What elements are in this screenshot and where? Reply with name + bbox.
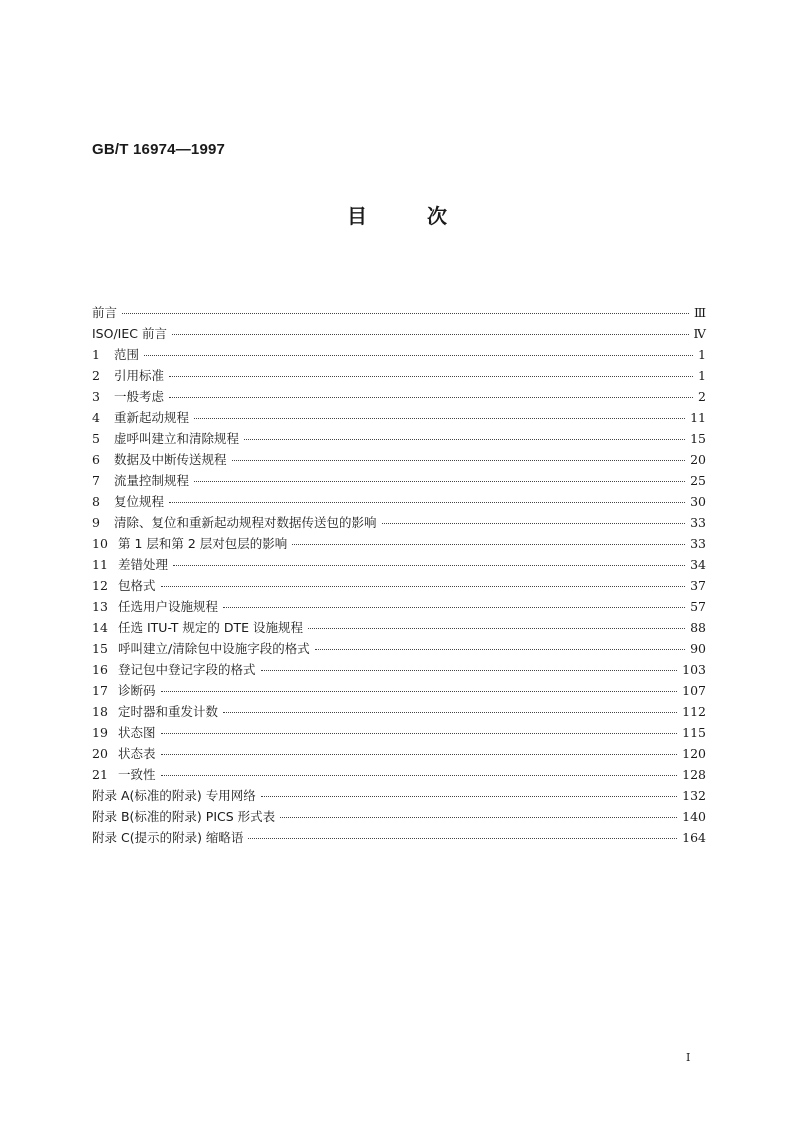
toc-entry-page: 90	[690, 641, 706, 656]
toc-entry-label: 呼叫建立/清除包中设施字段的格式	[118, 641, 310, 656]
toc-entry-page: 140	[682, 809, 706, 824]
dot-leader	[292, 544, 685, 545]
toc-entry[interactable]	[92, 617, 706, 638]
toc-entry-page: 20	[690, 452, 706, 467]
toc-entry-page: 1	[698, 368, 706, 383]
toc-entry[interactable]	[92, 701, 706, 722]
dot-leader	[223, 607, 685, 608]
toc-entry-page: 34	[690, 557, 706, 572]
toc-entry-page: 11	[690, 410, 706, 425]
toc-entry-label: 差错处理	[118, 557, 169, 572]
toc-entry-label: 数据及中断传送规程	[114, 452, 227, 467]
toc-entry-label: 附录 B(标准的附录) PICS 形式表	[92, 809, 276, 824]
toc-entry[interactable]	[92, 449, 706, 470]
toc-entry-number: 16	[92, 662, 108, 677]
toc-entry-number: 18	[92, 704, 108, 719]
toc-entry-page: 37	[690, 578, 706, 593]
dot-leader	[315, 649, 685, 650]
toc-entry-number: 14	[92, 620, 108, 635]
dot-leader	[161, 733, 678, 734]
toc-entry-number: 7	[92, 473, 100, 488]
dot-leader	[169, 397, 693, 398]
dot-leader	[232, 460, 686, 461]
dot-leader	[382, 523, 686, 524]
toc-entry-label: 虚呼叫建立和清除规程	[114, 431, 240, 446]
toc-entry[interactable]	[92, 806, 706, 827]
toc-entry-label: 流量控制规程	[114, 473, 190, 488]
standard-code: GB/T 16974—1997	[92, 141, 226, 158]
toc-entry-label: 定时器和重发计数	[118, 704, 219, 719]
toc-entry-number: 11	[92, 557, 108, 572]
dot-leader	[261, 796, 677, 797]
toc-entry-page: 128	[682, 767, 706, 782]
toc-entry[interactable]	[92, 764, 706, 785]
toc-entry[interactable]	[92, 680, 706, 701]
toc-entry-number: 12	[92, 578, 108, 593]
toc-entry-label: 附录 C(提示的附录) 缩略语	[92, 830, 244, 845]
toc-entry-page: 107	[682, 683, 706, 698]
dot-leader	[169, 502, 685, 503]
dot-leader	[169, 376, 693, 377]
toc-entry[interactable]	[92, 743, 706, 764]
toc-entry-number: 15	[92, 641, 108, 656]
toc-entry[interactable]	[92, 554, 706, 575]
toc-entry-page: 132	[682, 788, 706, 803]
dot-leader	[144, 355, 693, 356]
dot-leader	[173, 565, 685, 566]
page-number: I	[686, 1051, 691, 1064]
toc-entry-number: 5	[92, 431, 100, 446]
toc-entry[interactable]	[92, 722, 706, 743]
toc-entry-number: 4	[92, 410, 100, 425]
toc-entry-page: 2	[698, 389, 706, 404]
dot-leader	[261, 670, 678, 671]
dot-leader	[194, 418, 685, 419]
toc-entry-label: 引用标准	[114, 368, 165, 383]
toc-entry-page: 103	[682, 662, 706, 677]
toc-entry-page: 88	[690, 620, 706, 635]
toc-entry-page: 33	[690, 536, 706, 551]
toc-entry-label: 一致性	[118, 767, 156, 782]
toc-entry-label: 状态表	[118, 746, 156, 761]
toc-entry-label: 一般考虑	[114, 389, 165, 404]
dot-leader	[172, 334, 689, 335]
toc-entry[interactable]	[92, 785, 706, 806]
toc-entry[interactable]	[92, 533, 706, 554]
toc-entry-number: 19	[92, 725, 108, 740]
toc-entry-label: 任选用户设施规程	[118, 599, 219, 614]
toc-entry-page: 15	[690, 431, 706, 446]
toc-entry-label: 登记包中登记字段的格式	[118, 662, 256, 677]
toc-entry-page: 120	[682, 746, 706, 761]
toc-entry[interactable]	[92, 638, 706, 659]
toc-entry-page: 115	[682, 725, 706, 740]
dot-leader	[280, 817, 677, 818]
dot-leader	[161, 775, 678, 776]
page-title: 目次	[347, 204, 507, 228]
toc-entry[interactable]	[92, 428, 706, 449]
toc-entry-page: 164	[682, 830, 706, 845]
toc-entry-number: 6	[92, 452, 100, 467]
toc-entry-label: 第 1 层和第 2 层对包层的影响	[118, 536, 288, 551]
toc-entry-number: 21	[92, 767, 108, 782]
table-of-contents	[92, 302, 706, 848]
toc-entry-label: 诊断码	[118, 683, 156, 698]
toc-entry-label: 范围	[114, 347, 140, 362]
toc-entry-number: 9	[92, 515, 100, 530]
toc-entry-number: 1	[92, 347, 100, 362]
toc-entry-label: ISO/IEC 前言	[92, 326, 167, 341]
toc-entry[interactable]	[92, 491, 706, 512]
toc-entry-label: 前言	[92, 305, 118, 320]
toc-entry-number: 2	[92, 368, 100, 383]
dot-leader	[244, 439, 685, 440]
toc-entry[interactable]	[92, 407, 706, 428]
toc-entry[interactable]	[92, 827, 706, 848]
toc-entry-number: 17	[92, 683, 108, 698]
dot-leader	[161, 586, 686, 587]
toc-entry-label: 重新起动规程	[114, 410, 190, 425]
toc-entry-label: 任选 ITU-T 规定的 DTE 设施规程	[118, 620, 304, 635]
toc-entry-number: 10	[92, 536, 108, 551]
toc-entry[interactable]	[92, 302, 706, 323]
toc-entry-page: 25	[690, 473, 706, 488]
toc-entry[interactable]	[92, 344, 706, 365]
toc-entry-label: 状态图	[118, 725, 156, 740]
toc-entry[interactable]	[92, 323, 706, 344]
toc-entry-page: Ⅲ	[693, 305, 706, 320]
dot-leader	[161, 691, 678, 692]
toc-entry-label: 复位规程	[114, 494, 165, 509]
toc-entry-page: 1	[698, 347, 706, 362]
toc-entry[interactable]	[92, 470, 706, 491]
toc-entry[interactable]	[92, 659, 706, 680]
toc-entry-number: 20	[92, 746, 108, 761]
dot-leader	[308, 628, 685, 629]
dot-leader	[122, 313, 689, 314]
toc-entry[interactable]	[92, 365, 706, 386]
toc-entry-page: 30	[690, 494, 706, 509]
dot-leader	[161, 754, 678, 755]
dot-leader	[194, 481, 685, 482]
toc-entry[interactable]	[92, 596, 706, 617]
toc-entry-page: 112	[682, 704, 706, 719]
dot-leader	[223, 712, 677, 713]
toc-entry[interactable]	[92, 575, 706, 596]
dot-leader	[248, 838, 677, 839]
toc-entry-page: 57	[690, 599, 706, 614]
toc-entry-number: 3	[92, 389, 100, 404]
toc-entry[interactable]	[92, 386, 706, 407]
toc-entry-number: 13	[92, 599, 108, 614]
toc-entry-label: 包格式	[118, 578, 156, 593]
toc-entry-page: Ⅳ	[693, 326, 706, 341]
toc-entry-label: 附录 A(标准的附录) 专用网络	[92, 788, 256, 803]
toc-entry[interactable]	[92, 512, 706, 533]
toc-entry-number: 8	[92, 494, 100, 509]
toc-entry-page: 33	[690, 515, 706, 530]
toc-entry-label: 清除、复位和重新起动规程对数据传送包的影响	[114, 515, 377, 530]
